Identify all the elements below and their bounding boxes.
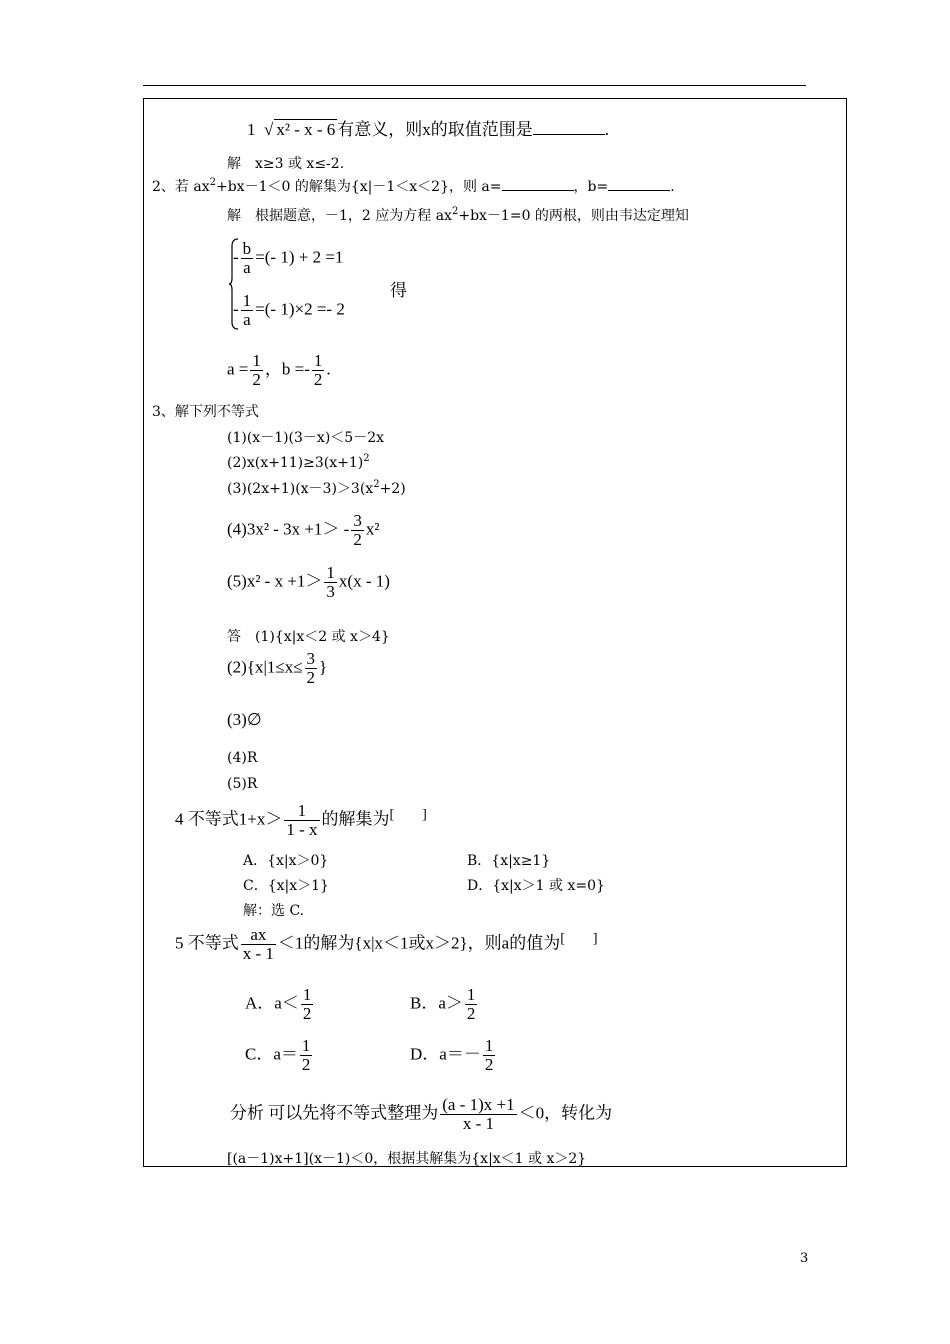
- q5-last-line: [(a－1)x+1](x－1)＜0，根据其解集为{x|x＜1 或 x＞2}: [227, 1151, 587, 1167]
- q3-ans2-pre: (2){x|1≤x≤: [227, 657, 303, 677]
- q3-p3: [227, 478, 406, 498]
- q3-p1: (1)(x－1)(3－x)＜5－2x: [227, 430, 384, 446]
- q3-p5-num: 1: [326, 563, 335, 582]
- q3-ans4: (4)R: [227, 750, 258, 766]
- q3-title: 3、解下列不等式: [152, 404, 259, 420]
- q5-optA-num: 1: [302, 985, 312, 1004]
- q3-ans2-post: }: [319, 657, 328, 677]
- q2-eq2-pre: -: [233, 299, 239, 319]
- q5-optD-den: 2: [484, 1054, 494, 1074]
- q3-p4-frac: [351, 512, 364, 549]
- q2-sol-prefix: 解 根据题意，－1，2 应为方程 ax: [227, 208, 452, 224]
- q3-p4-num: 3: [353, 511, 362, 530]
- q5-optC-num: 1: [301, 1036, 311, 1055]
- q2-eq2-num: 1: [242, 291, 252, 310]
- q2-ans-a-den: 2: [252, 369, 261, 389]
- q3-ans1: 答 (1){x|x＜2 或 x＞4}: [227, 629, 390, 645]
- q4-pre: 4 不等式1+x＞: [175, 809, 283, 829]
- q3-p4-post: x²: [365, 519, 380, 539]
- q3-p2-exp: 2: [363, 453, 370, 464]
- q2-sol-exp: 2: [451, 206, 459, 217]
- q3-ans5: (5)R: [227, 776, 258, 792]
- q3-p5-post: x(x - 1): [338, 571, 390, 591]
- q2-solution: [227, 205, 689, 225]
- q2-eq1-post: =(- 1) + 2 =1: [255, 247, 344, 267]
- q3-ans2: [227, 650, 327, 687]
- q3-ans2-num: 3: [306, 649, 316, 668]
- q2-sol-suffix: +bx－1=0 的两根，则由韦达定理知: [458, 208, 689, 224]
- q5-den: x - 1: [242, 943, 274, 963]
- q5-optC-frac: [300, 1037, 313, 1074]
- q5-option-c: [245, 1037, 314, 1074]
- q1-radicand: x² - x - 6: [276, 120, 336, 139]
- sqrt-sign: √: [264, 120, 274, 139]
- q4-option-d: D．{x|x＞1 或 x=0}: [467, 878, 605, 894]
- q3-p4-pre: (4)3x² - 3x +1＞ -: [227, 519, 350, 539]
- q2-blank-a: [502, 176, 574, 191]
- q3-ans2-den: 2: [306, 667, 316, 687]
- q5-num: ax: [250, 925, 267, 944]
- q2-b-label: ，b=: [573, 179, 609, 195]
- q5-optB-pre: B．a＞: [410, 993, 463, 1013]
- q2-ans-mid: ，b =-: [264, 359, 310, 379]
- q3-p3-exp: 2: [373, 479, 380, 490]
- q5-optD-pre: D．a＝－: [410, 1044, 481, 1064]
- q2-exp: 2: [209, 177, 216, 188]
- q2-line: [152, 176, 675, 196]
- q5-bracket: [ ]: [560, 931, 598, 947]
- q4-line: [175, 802, 427, 839]
- q3-ans3: (3)∅: [227, 710, 262, 729]
- q4-num: 1: [297, 801, 307, 820]
- q5-option-b: [410, 986, 479, 1023]
- q5-analysis-pre: 分析 可以先将不等式整理为: [230, 1103, 439, 1123]
- q5-optA-den: 2: [302, 1003, 312, 1023]
- q2-prefix: 2、若 ax: [152, 179, 210, 195]
- q5-optD-num: 1: [484, 1036, 494, 1055]
- q5-pre: 5 不等式: [175, 933, 239, 953]
- q3-p4: [227, 512, 379, 549]
- q2-answer: [227, 352, 331, 389]
- header-rule: [143, 85, 806, 86]
- q1-end: .: [604, 120, 610, 139]
- q1-number: 1: [247, 120, 256, 139]
- q5-optC-pre: C．a＝: [245, 1044, 298, 1064]
- q3-p4-den: 2: [353, 529, 362, 549]
- q4-option-b: B．{x|x≥1}: [467, 853, 551, 869]
- q3-p2-text: (2)x(x+11)≥3(x+1): [227, 455, 364, 471]
- q5-option-a: [245, 986, 315, 1023]
- q4-option-c: C．{x|x＞1}: [243, 878, 329, 894]
- q5-optA-frac: [301, 986, 314, 1023]
- q4-solution: 解：选 C.: [243, 903, 305, 919]
- q2-eq1-pre: -: [233, 247, 239, 267]
- q1-text: 有意义，则x的取值范围是: [337, 120, 533, 139]
- q3-p3-post: +2): [379, 481, 406, 497]
- q3-p5-frac: [324, 564, 337, 601]
- q3-p5-pre: (5)x² - x +1＞: [227, 571, 323, 591]
- q2-eq2: [233, 292, 345, 329]
- q2-ans-end: .: [326, 359, 331, 379]
- q5-optA-pre: A．a＜: [245, 993, 299, 1013]
- q2-eq2-den: a: [241, 310, 254, 329]
- q5-analysis-num: (a - 1)x +1: [442, 1095, 515, 1114]
- q1-blank: [533, 120, 605, 135]
- q4-den: 1 - x: [286, 819, 318, 839]
- q2-ans-b-den: 2: [313, 369, 323, 389]
- q2-mid: +bx－1＜0 的解集为{x|－1＜x＜2}，则 a=: [215, 179, 502, 195]
- q2-de: 得: [390, 281, 407, 300]
- q4-frac: [284, 802, 319, 839]
- q2-eq1-frac: [241, 240, 254, 277]
- q2-blank-b: [608, 176, 670, 191]
- q5-optB-den: 2: [466, 1003, 476, 1023]
- q1-solution: 解 x≥3 或 x≤-2.: [227, 156, 345, 172]
- q2-end: .: [670, 179, 675, 195]
- q2-eq1-den: a: [241, 258, 254, 277]
- q5-post: ＜1的解为{x|x＜1或x＞2}，则a的值为: [277, 933, 561, 953]
- q2-eq2-frac: [241, 292, 254, 329]
- q5-line: [175, 926, 598, 963]
- q5-analysis: [230, 1096, 612, 1133]
- q5-frac: [241, 926, 276, 963]
- q3-p5: [227, 564, 390, 601]
- q2-ans-b-num: 1: [313, 351, 323, 370]
- q5-optC-den: 2: [301, 1054, 311, 1074]
- q4-option-a: A．{x|x＞0}: [243, 853, 329, 869]
- q4-bracket: [ ]: [389, 807, 427, 823]
- page-number: 3: [800, 1251, 809, 1266]
- q2-eq1: [233, 240, 343, 277]
- q5-analysis-frac: [440, 1096, 516, 1133]
- q3-p2: [227, 453, 370, 471]
- q2-ans-a-frac: [250, 352, 263, 389]
- q2-eq1-num: b: [242, 239, 252, 258]
- q2-ans-b-frac: [312, 352, 325, 389]
- q3-p5-den: 3: [326, 581, 335, 601]
- q5-optD-frac: [483, 1037, 496, 1074]
- q2-eq2-post: =(- 1)×2 =- 2: [255, 299, 345, 319]
- q2-ans-pre: a =: [227, 359, 249, 379]
- q5-optB-num: 1: [466, 985, 476, 1004]
- q5-option-d: [410, 1037, 497, 1074]
- q2-ans-a-num: 1: [252, 351, 261, 370]
- q5-analysis-den: x - 1: [440, 1114, 516, 1133]
- q5-analysis-post: ＜0，转化为: [518, 1103, 613, 1123]
- q3-p3-pre: (3)(2x+1)(x－3)＞3(x: [227, 481, 374, 497]
- q1-line: [247, 115, 609, 140]
- q4-post: 的解集为: [321, 809, 390, 829]
- q3-ans2-frac: [305, 650, 318, 687]
- q5-optB-frac: [465, 986, 478, 1023]
